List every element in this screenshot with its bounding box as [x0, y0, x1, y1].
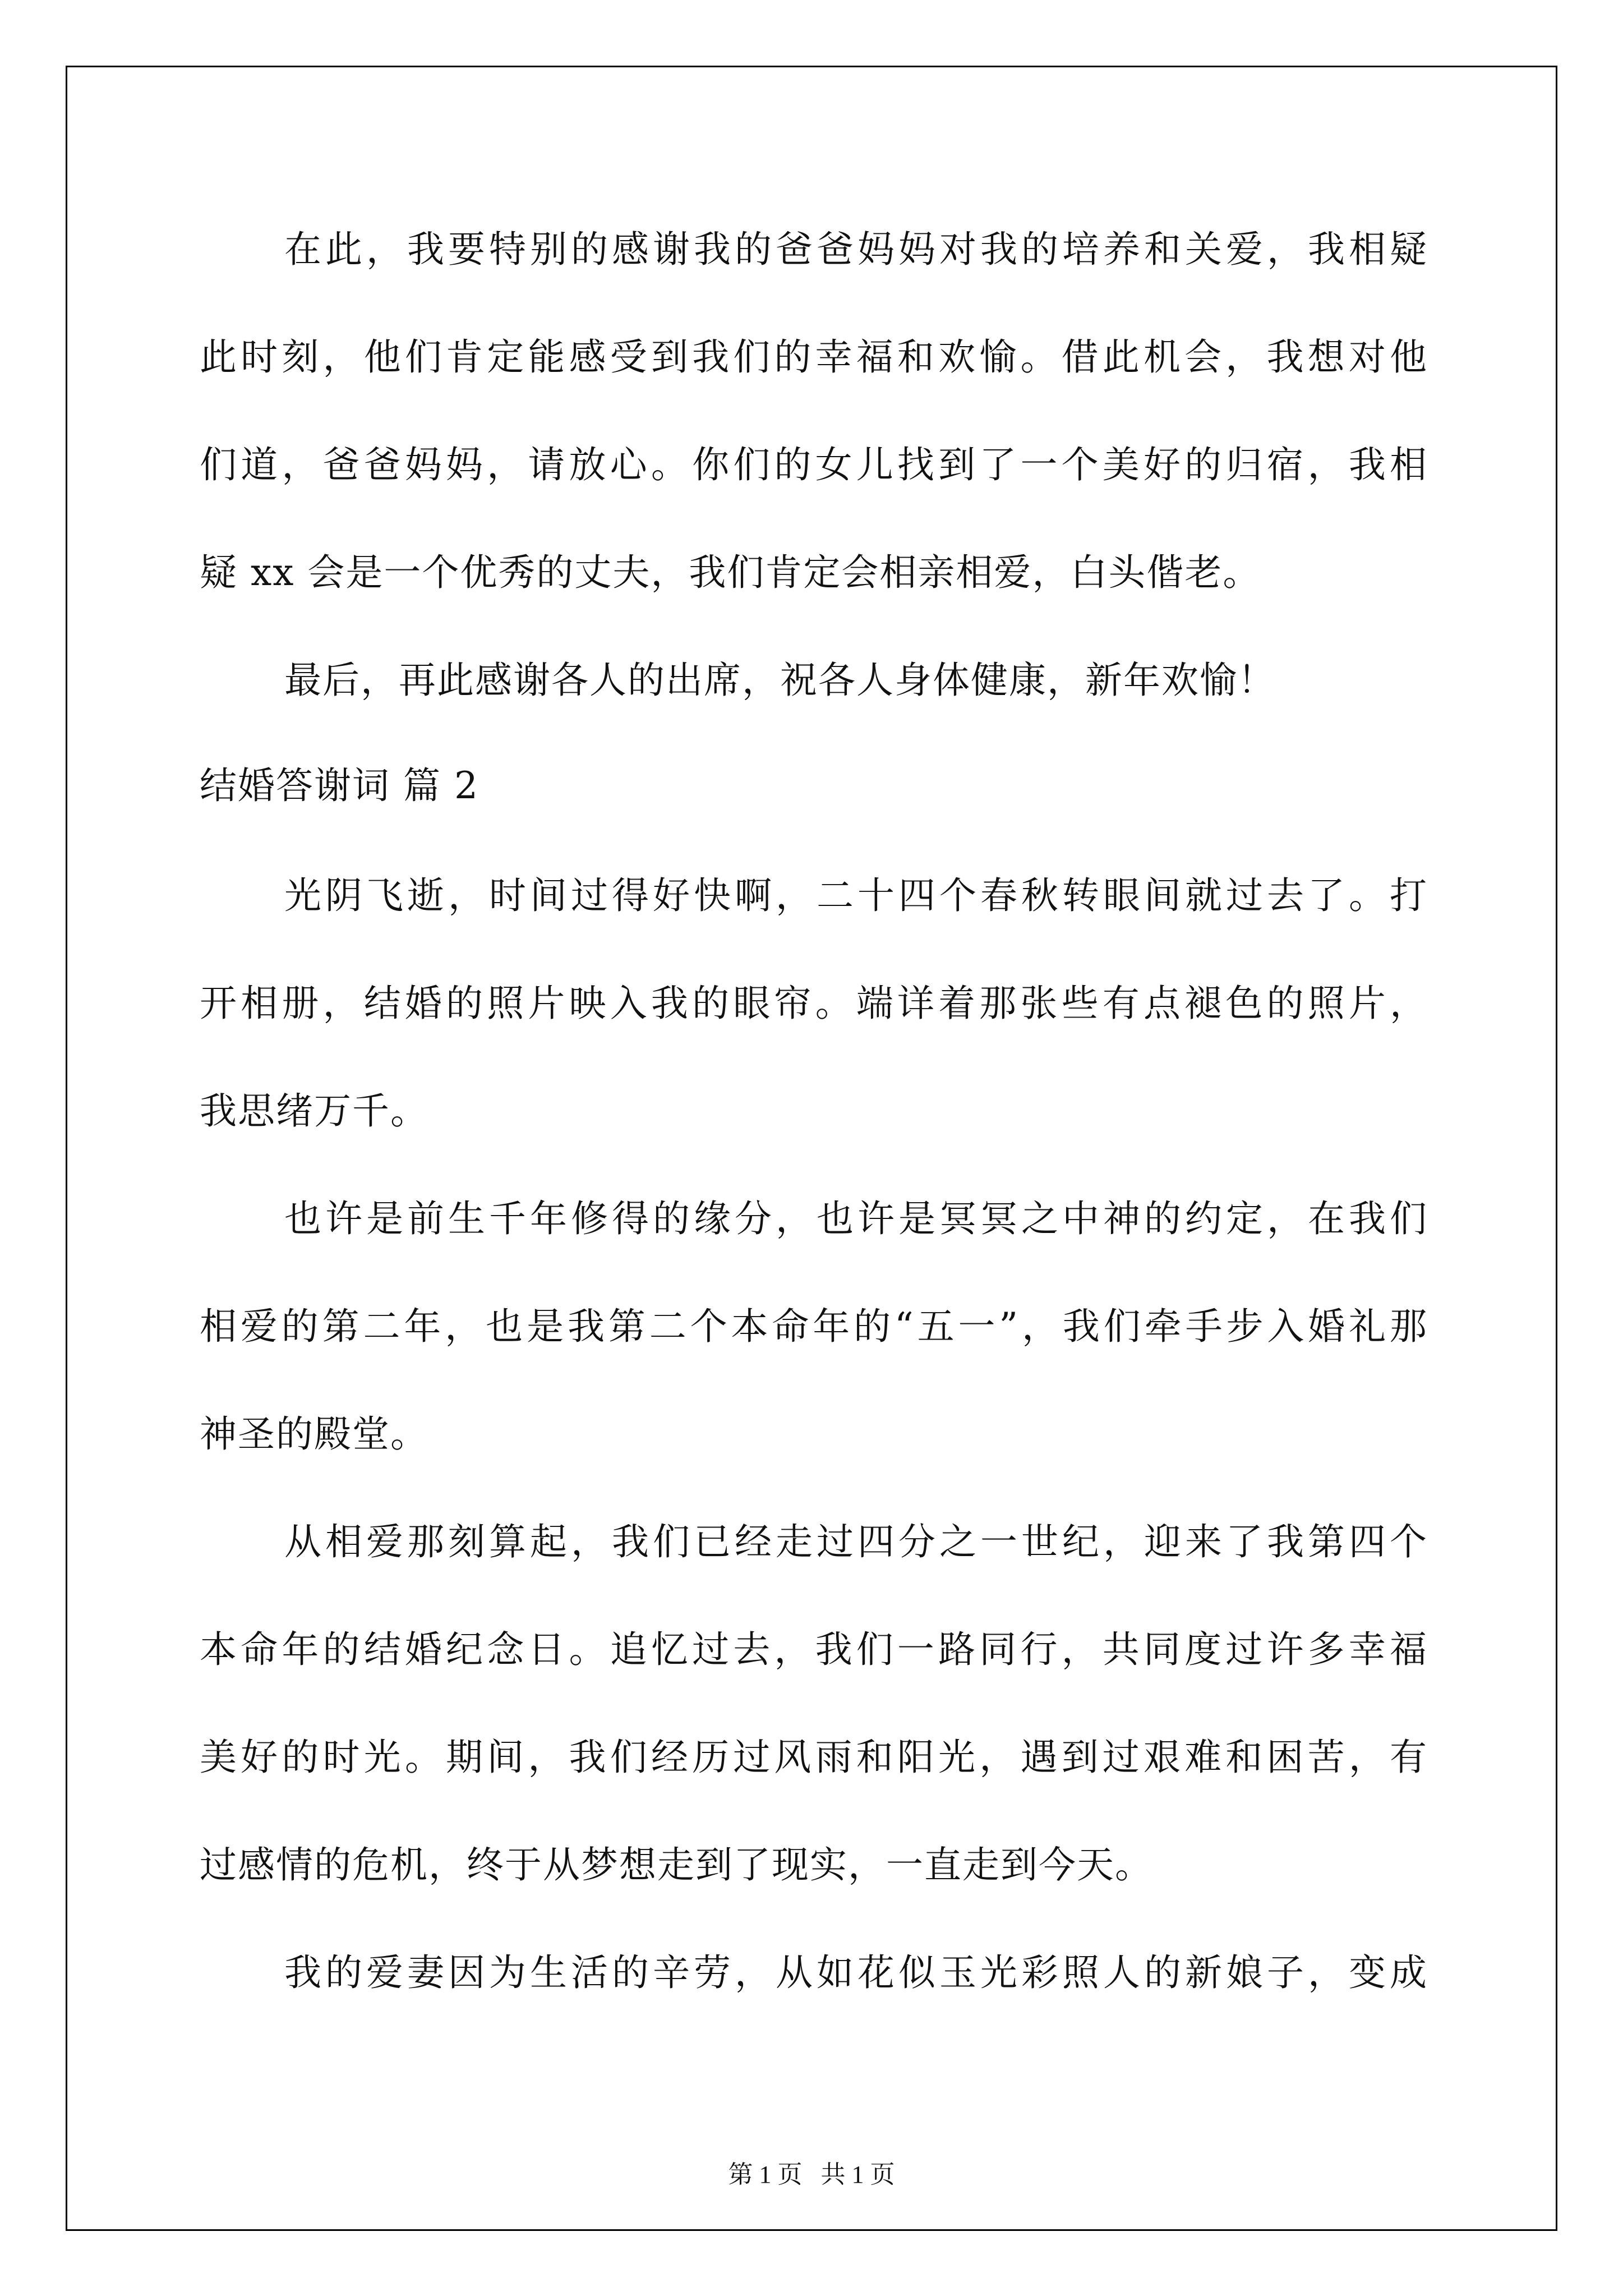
text-line: 们道，爸爸妈妈，请放心。你们的女儿找到了一个美好的归宿，我相 — [200, 443, 1428, 486]
text-line: 此时刻，他们肯定能感受到我们的幸福和欢愉。借此机会，我想对他 — [200, 335, 1428, 379]
text-line: 本命年的结婚纪念日。追忆过去，我们一路同行，共同度过许多幸福 — [200, 1628, 1428, 1671]
text-line: 开相册，结婚的照片映入我的眼帘。端详着那张些有点褪色的照片， — [200, 982, 1428, 1025]
text-line: 过感情的危机，终于从梦想走到了现实，一直走到今天。 — [200, 1843, 1153, 1887]
text-line: 相爱的第二年，也是我第二个本命年的“五一”，我们牵手步入婚礼那 — [200, 1305, 1428, 1348]
text-line: 在此，我要特别的感谢我的爸爸妈妈对我的培养和关爱，我相疑 — [284, 228, 1428, 271]
page-border — [66, 66, 1557, 2231]
text-line: 也许是前生千年修得的缘分，也许是冥冥之中神的约定，在我们 — [284, 1197, 1428, 1240]
text-line: 神圣的殿堂。 — [200, 1412, 428, 1456]
text-line: 我思绪万千。 — [200, 1089, 428, 1133]
text-line: 美好的时光。期间，我们经历过风雨和阳光，遇到过艰难和困苦，有 — [200, 1736, 1428, 1779]
text-line: 疑 xx 会是一个优秀的丈夫，我们肯定会相亲相爱，白头偕老。 — [200, 551, 1261, 594]
text-line: 我的爱妻因为生活的辛劳，从如花似玉光彩照人的新娘子，变成 — [284, 1951, 1428, 1994]
text-line: 从相爱那刻算起，我们已经走过四分之一世纪，迎来了我第四个 — [284, 1520, 1428, 1563]
text-line: 最后，再此感谢各人的出席，祝各人身体健康，新年欢愉！ — [284, 659, 1276, 702]
page-number-footer: 第 1 页 共 1 页 — [728, 2161, 895, 2188]
text-line: 光阴飞逝，时间过得好快啊，二十四个春秋转眼间就过去了。打 — [284, 874, 1428, 917]
section-heading: 结婚答谢词 篇 2 — [200, 764, 479, 807]
